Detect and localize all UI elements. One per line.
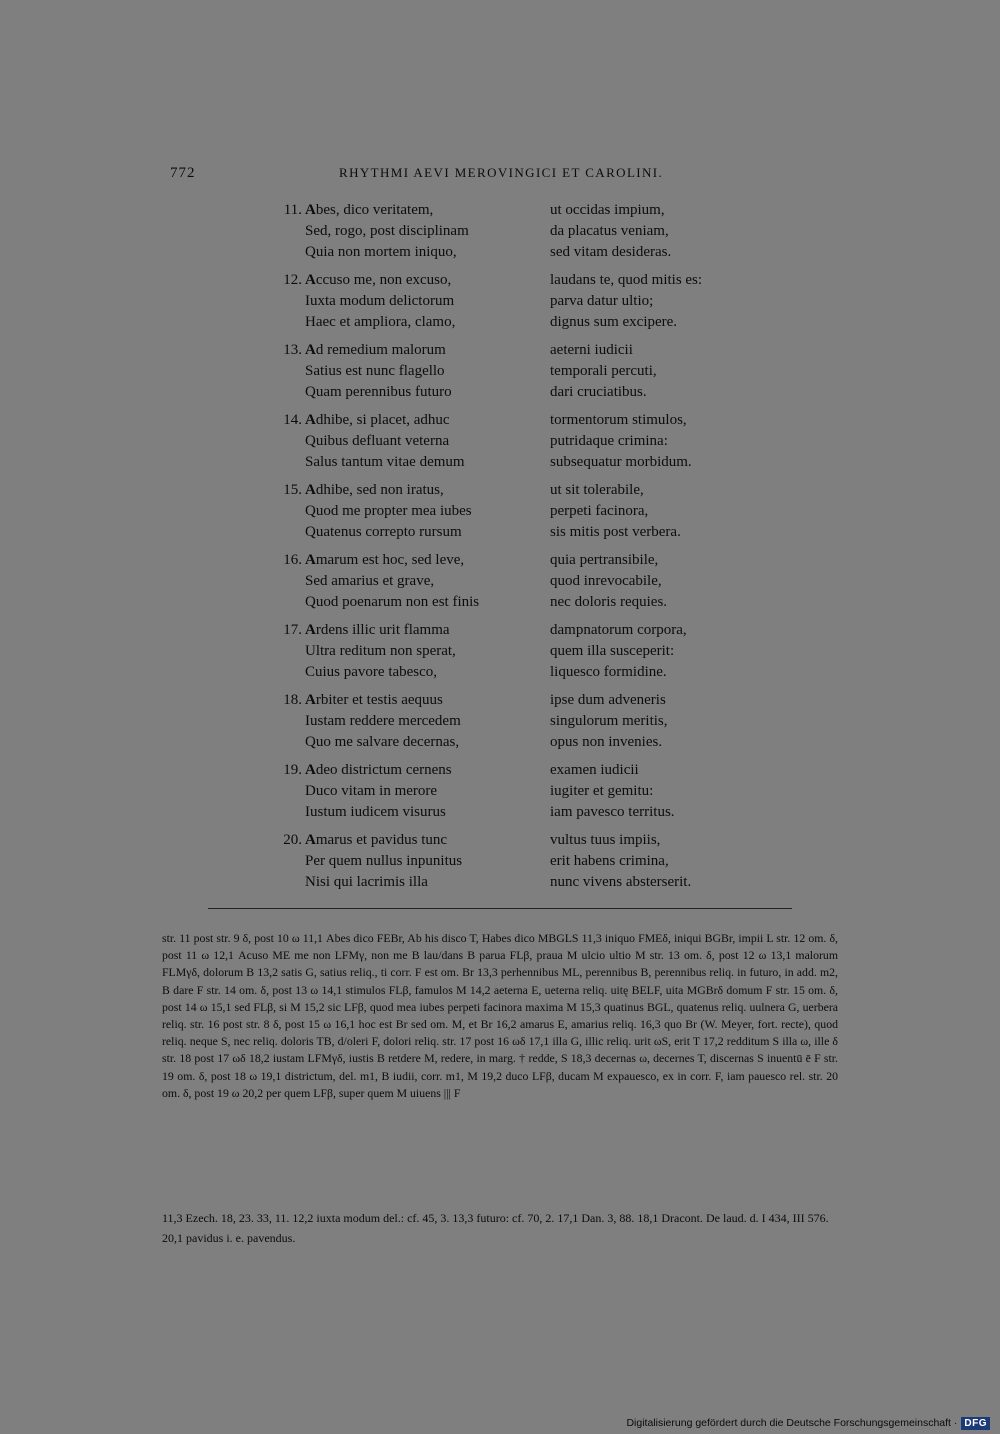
verse-first-half — [305, 382, 452, 403]
stanza-initial: A — [305, 552, 316, 568]
verse-text: dhibe, si placet, adhuc — [315, 412, 450, 428]
verse-text: Quod poenarum non est finis — [305, 594, 480, 610]
verse-second-half: dampnatorum corpora, — [550, 622, 687, 638]
stanza — [268, 200, 748, 270]
verse-first-half — [305, 732, 459, 753]
verse-text: marum est hoc, sed leve, — [315, 552, 465, 568]
source-notes — [162, 1208, 838, 1248]
verse-first-half — [305, 501, 472, 522]
stanza — [268, 620, 748, 690]
verse-first-half — [305, 522, 462, 543]
verse-first-half — [305, 851, 462, 872]
stanza-number: 13. — [283, 342, 302, 358]
verse-second-half: quem illa susceperit: — [550, 643, 675, 659]
verse-first-half — [305, 662, 437, 683]
verse-first-half — [305, 571, 434, 592]
stanza-initial: A — [305, 342, 316, 358]
stanza — [268, 830, 748, 900]
verse-text: d remedium malorum — [315, 342, 446, 358]
verse-second-half: da placatus veniam, — [550, 223, 669, 239]
verse-second-half: quod inrevocabile, — [550, 573, 662, 589]
verse-text: marus et pavidus tunc — [315, 832, 448, 848]
verse-first-half — [305, 592, 479, 613]
verse-text: ccuso me, non excuso, — [315, 272, 452, 288]
stanza-number: 11. — [283, 202, 302, 218]
verse-text: deo districtum cernens — [315, 762, 452, 778]
verse-second-half: vultus tuus impiis, — [550, 832, 661, 848]
verse-first-half — [305, 690, 443, 711]
verse-first-half — [305, 200, 433, 221]
verse-second-half: quia pertransibile, — [550, 552, 659, 568]
stanza — [268, 270, 748, 340]
stanza — [268, 760, 748, 830]
verse-text: Duco vitam in merore — [305, 783, 438, 799]
verse-first-half — [305, 270, 451, 291]
verse-second-half: subsequatur morbidum. — [550, 454, 692, 470]
verse-text: Iustum iudicem visurus — [305, 804, 446, 820]
verse-text: Quo me salvare decernas, — [305, 734, 460, 750]
verse-text: rdens illic urit flamma — [315, 622, 450, 638]
verse-first-half — [305, 711, 461, 732]
verse-second-half: erit habens crimina, — [550, 853, 669, 869]
stanza-initial: A — [305, 412, 316, 428]
verse-second-half: iugiter et gemitu: — [550, 783, 654, 799]
verse-text: Per quem nullus inpunitus — [305, 853, 463, 869]
verse-second-half: sed vitam desideras. — [550, 244, 672, 260]
stanza — [268, 550, 748, 620]
verse-text: dhibe, sed non iratus, — [315, 482, 444, 498]
verse-first-half — [305, 221, 469, 242]
verse-second-half: nec doloris requies. — [550, 594, 668, 610]
stanza — [268, 690, 748, 760]
stanza-initial: A — [305, 692, 316, 708]
verse-second-half: liquesco formidine. — [550, 664, 667, 680]
verse-second-half: ut sit tolerabile, — [550, 482, 644, 498]
verse-second-half: perpeti facinora, — [550, 503, 649, 519]
stanza — [268, 480, 748, 550]
verse-second-half: laudans te, quod mitis es: — [550, 272, 703, 288]
stanza-initial: A — [305, 202, 316, 218]
verse-second-half: iam pavesco territus. — [550, 804, 675, 820]
verse-second-half: dignus sum excipere. — [550, 314, 678, 330]
verse-second-half: nunc vivens absterserit. — [550, 874, 692, 890]
stanza-number: 15. — [283, 482, 302, 498]
apparatus-text: str. 11 post str. 9 δ, post 10 ω 11,1 Abes dico FEBr, Ab his disco T, Habes dico MBGLS 11,3 iniquo FMEδ, iniqui BGBr, impii L str. 12 om. δ, post 11 ω 12,1 Acuso ME me non LFMγ, non me B lau/dans B parua FLβ, praua M ulcio ultio M str. 13 om. δ, post 12 ω 13,1 malorum FLMγδ, dolorum B 13,2 satis G, satius reliq., ti corr. F est om. Br 13,3 perhennibus ML, perennibus B, perennibus reliq. in futuro, in add. m2, B dare F str. 14 om. δ, post 13 ω 14,1 stimulos FLβ, famulos M 14,2 aeterna E, ueterna reliq. uitę BELF, uita MGBrδ domum F str. 15 om. δ, post 14 ω 15,1 sed FLβ, si M 15,2 sic LFβ, quod mea iubes perpeti facinora maxima M 15,3 quatinus BGL, quatenus reliq. uulnera G, uerbera reliq. str. 16 post str. 8 δ, post 15 ω 16,1 hoc est Br sed om. M, et Br 16,2 amarus E, amarius reliq. 16,3 quo Br (W. Meyer, fort. recte), quod reliq. neque S, nec reliq. doloris TB, d/oleri F, dolori reliq. str. 17 post 16 ωδ 17,1 illa G, illic reliq. urit ωS, erit T 17,2 redditum S illa ω, ille δ str. 18 post 17 ωδ 18,2 iustam LFMγδ, iustis B retdere M, redere, in marg. † redde, S 18,3 decernas ω, decernes T, discernas S inuentū ē F str. 19 om. δ, post 18 ω 19,1 districtum, del. m1, B iudii, corr. m1, M 19,2 duco LFβ, ducam M expauesco, ex in corr. F, iam pauesco rel. str. 20 om. δ, post 19 ω 20,2 per quem LFβ, super quem M uiuens ||| F — [162, 931, 838, 1100]
verse-first-half — [305, 410, 450, 431]
critical-apparatus — [162, 930, 838, 1102]
stanza-initial: A — [305, 762, 316, 778]
verse-second-half: parva datur ultio; — [550, 293, 654, 309]
verse-second-half: dari cruciatibus. — [550, 384, 647, 400]
verse-text: Quam perennibus futuro — [305, 384, 452, 400]
stanza — [268, 410, 748, 480]
verse-second-half: putridaque crimina: — [550, 433, 668, 449]
stanza-number: 17. — [283, 622, 302, 638]
verse-text: Sed amarius et grave, — [305, 573, 435, 589]
verse-text: Iustam reddere mercedem — [305, 713, 461, 729]
verse-second-half: temporali percuti, — [550, 363, 657, 379]
stanza-initial: A — [305, 622, 316, 638]
verse-text: Sed, rogo, post disciplinam — [305, 223, 469, 239]
verse-text: Ultra reditum non sperat, — [305, 643, 456, 659]
verse-first-half — [305, 340, 446, 361]
verse-first-half — [305, 802, 446, 823]
dfg-logo: DFG — [961, 1417, 990, 1430]
verse-text: Salus tantum vitae demum — [305, 454, 465, 470]
verse-second-half: tormentorum stimulos, — [550, 412, 687, 428]
stanza-number: 16. — [283, 552, 302, 568]
footnote-divider — [208, 908, 792, 909]
verse-first-half — [305, 431, 449, 452]
verse-first-half — [305, 550, 464, 571]
verse-text: Quibus defluant veterna — [305, 433, 450, 449]
page-header — [0, 165, 1000, 189]
verse-first-half — [305, 781, 437, 802]
verse-first-half — [305, 872, 428, 893]
verse-first-half — [305, 620, 450, 641]
verse-first-half — [305, 361, 445, 382]
verse-text: Satius est nunc flagello — [305, 363, 445, 379]
stanza-number: 18. — [283, 692, 302, 708]
stanza — [268, 340, 748, 410]
verse-second-half: singulorum meritis, — [550, 713, 668, 729]
verse-text: Iuxta modum delictorum — [305, 293, 455, 309]
verse-first-half — [305, 312, 455, 333]
verse-text: Quia non mortem iniquo, — [305, 244, 457, 260]
footer-credit: Digitalisierung gefördert durch die Deutsche Forschungsgemeinschaft · — [626, 1417, 958, 1429]
notes-text: 11,3 Ezech. 18, 23. 33, 11. 12,2 iuxta modum del.: cf. 45, 3. 13,3 futuro: cf. 70, 2. 17,1 Dan. 3, 88. 18,1 Dracont. De laud. d. I 434, III 576. 20,1 pavidus i. e. pavendus. — [162, 1211, 829, 1245]
verse-text: rbiter et testis aequus — [315, 692, 443, 708]
stanza-initial: A — [305, 272, 316, 288]
verse-text: Nisi qui lacrimis illa — [305, 874, 428, 890]
verse-first-half — [305, 480, 444, 501]
verse-first-half — [305, 452, 465, 473]
verse-second-half: aeterni iudicii — [550, 342, 633, 358]
verse-second-half: ut occidas impium, — [550, 202, 665, 218]
verse-first-half — [305, 242, 457, 263]
verse-first-half — [305, 641, 456, 662]
page-number: 772 — [170, 165, 196, 181]
stanza-initial: A — [305, 832, 316, 848]
verse-first-half — [305, 291, 454, 312]
verse-text: Quod me propter mea iubes — [305, 503, 472, 519]
poem-text — [268, 200, 748, 900]
stanza-number: 20. — [283, 832, 302, 848]
stanza-initial: A — [305, 482, 316, 498]
verse-second-half: examen iudicii — [550, 762, 639, 778]
stanza-number: 19. — [283, 762, 302, 778]
verse-text: Haec et ampliora, clamo, — [305, 314, 456, 330]
verse-first-half — [305, 760, 452, 781]
verse-second-half: opus non invenies. — [550, 734, 663, 750]
verse-text: Cuius pavore tabesco, — [305, 664, 438, 680]
verse-text: Quatenus correpto rursum — [305, 524, 462, 540]
running-title: RHYTHMI AEVI MEROVINGICI ET CAROLINI. — [339, 165, 664, 180]
digitization-footer — [626, 1415, 990, 1431]
verse-second-half: sis mitis post verbera. — [550, 524, 681, 540]
stanza-number: 12. — [283, 272, 302, 288]
verse-text: bes, dico veritatem, — [315, 202, 434, 218]
verse-second-half: ipse dum adveneris — [550, 692, 666, 708]
verse-first-half — [305, 830, 447, 851]
stanza-number: 14. — [283, 412, 302, 428]
